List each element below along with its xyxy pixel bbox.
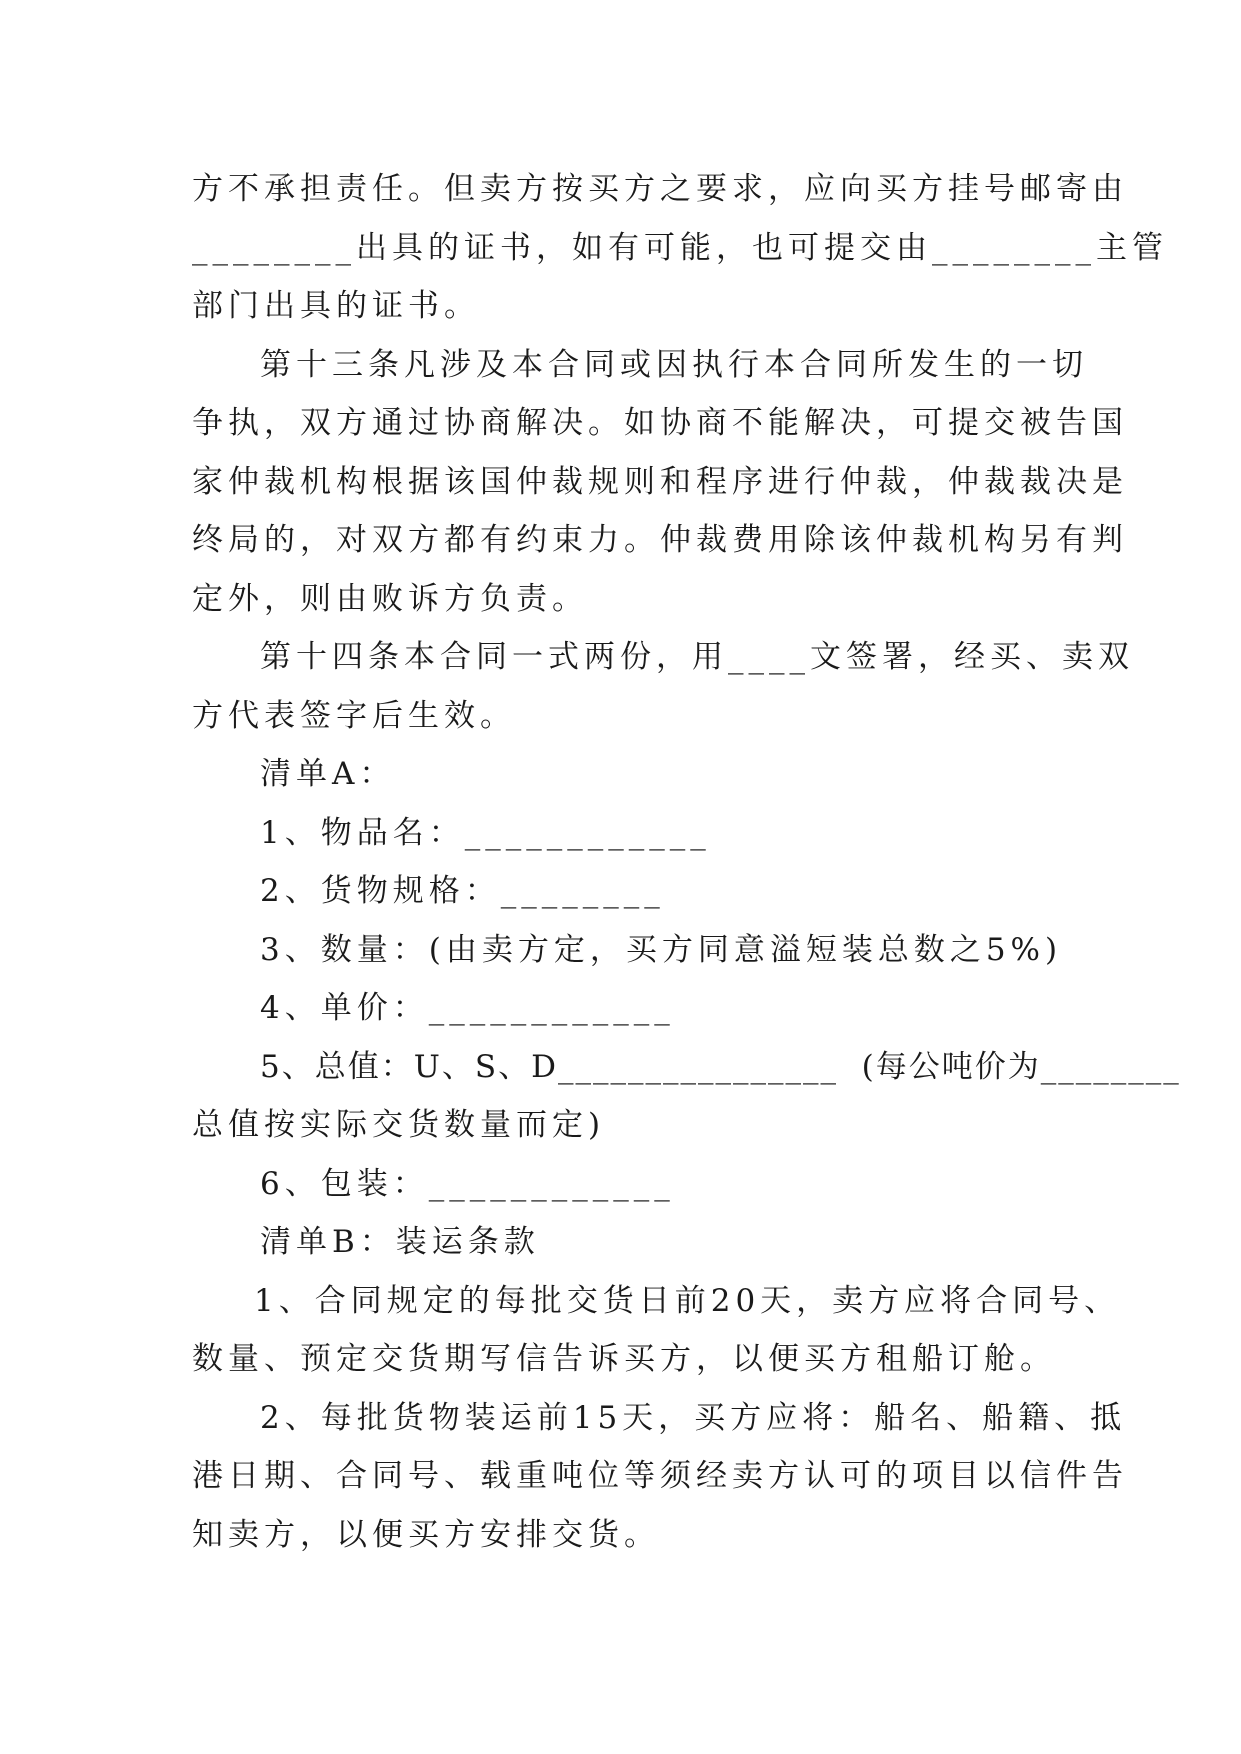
list-a-item-quantity: 3、数量：(由卖方定，买方同意溢短装总数之5%): [260, 931, 1063, 968]
list-a-item-goods-name: 1、物品名：____________: [260, 814, 711, 851]
list-a-item-specification: 2、货物规格：________: [260, 873, 665, 909]
paragraph-line: 方代表签字后生效。: [192, 697, 516, 734]
paragraph-line: 港日期、合同号、载重吨位等须经卖方认可的项目以信件告: [192, 1458, 1128, 1494]
list-a-heading: 清单A：: [260, 756, 396, 792]
list-b-item-2: 2、每批货物装运前15天，买方应将：船名、船籍、抵: [260, 1399, 1127, 1436]
list-a-item-packing: 6、包装：____________: [260, 1165, 675, 1202]
list-a-item-total-value: 5、总值：U、S、D________________ (每公吨价为________: [260, 1048, 1181, 1085]
paragraph-line: 部门出具的证书。: [192, 288, 480, 324]
paragraph-line: 家仲裁机构根据该国仲裁规则和程序进行仲裁，仲裁裁决是: [192, 463, 1128, 500]
paragraph-line: ________出具的证书，如有可能，也可提交由________主管: [192, 229, 1168, 266]
paragraph-line: 数量、预定交货期写信告诉买方，以便买方租船订舱。: [192, 1341, 1056, 1377]
article-13-line: 第十三条凡涉及本合同或因执行本合同所发生的一切: [260, 346, 1088, 383]
list-a-item-unit-price: 4、单价：____________: [260, 990, 675, 1026]
paragraph-line: 争执，双方通过协商解决。如协商不能解决，可提交被告国: [192, 405, 1128, 441]
paragraph-line: 终局的，对双方都有约束力。仲裁费用除该仲裁机构另有判: [192, 522, 1128, 558]
paragraph-line: 方不承担责任。但卖方按买方之要求，应向买方挂号邮寄由: [192, 171, 1128, 207]
paragraph-line: 定外，则由败诉方负责。: [192, 580, 588, 617]
list-b-heading: 清单B：装运条款: [260, 1224, 540, 1260]
document-body: [192, 160, 1181, 1564]
list-b-item-1: 1、合同规定的每批交货日前20天，卖方应将合同号、: [254, 1282, 1121, 1319]
article-14-line: 第十四条本合同一式两份，用____文签署，经买、卖双: [260, 639, 1134, 675]
paragraph-line: 知卖方，以便买方安排交货。: [192, 1516, 660, 1553]
paragraph-line: 总值按实际交货数量而定): [192, 1107, 606, 1143]
